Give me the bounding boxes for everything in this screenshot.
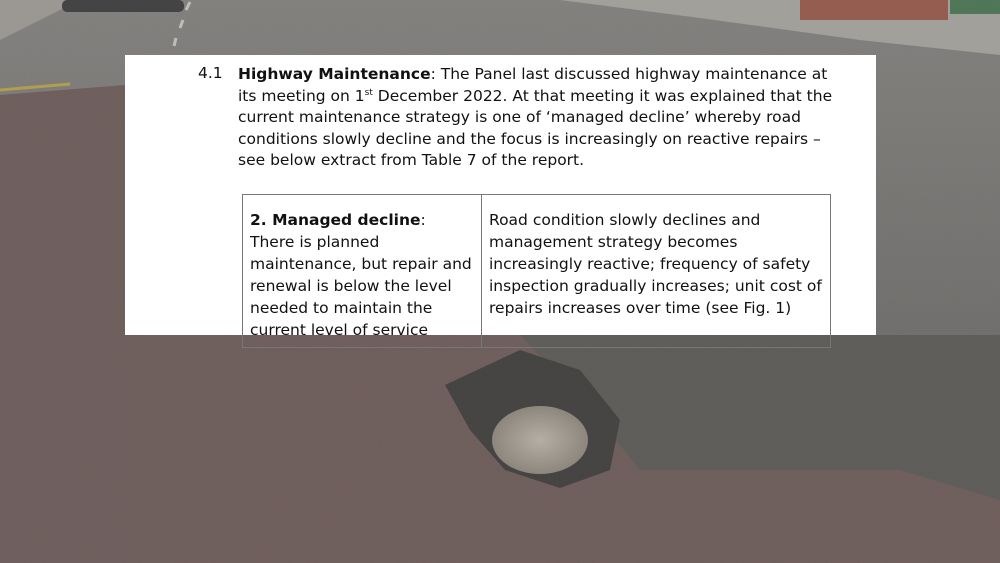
category-title: 2. Managed decline (250, 211, 421, 229)
table-7-extract (242, 194, 831, 348)
table-cell-effect (482, 195, 831, 348)
table-row (243, 195, 831, 348)
paragraph-text-part1: : The Panel last discussed highway maintenance at its meeting on 1 (238, 65, 828, 105)
ordinal-suffix: st (364, 87, 373, 98)
document-extract-panel (125, 55, 876, 339)
table-cell-category (243, 195, 482, 348)
effect-description: Road condition slowly declines and management strategy becomes increasingly reactive; frequency of safety inspection gradually increases; unit cost of repairs increases over time (see Fig. 1) (489, 211, 822, 317)
category-description: : There is planned maintenance, but repair and renewal is below the level needed to maintain the current level of service (250, 211, 472, 339)
section-number: 4.1 (198, 64, 223, 82)
paragraph-heading: Highway Maintenance (238, 65, 431, 83)
paragraph-highway-maintenance (238, 64, 838, 172)
paragraph-text-part2: December 2022. At that meeting it was explained that the current maintenance strategy is one of ‘managed decline’ whereby road conditions slowly decline and the focus is increasingly on reactive repairs – see below extract from Table 7 of the report. (238, 86, 833, 169)
